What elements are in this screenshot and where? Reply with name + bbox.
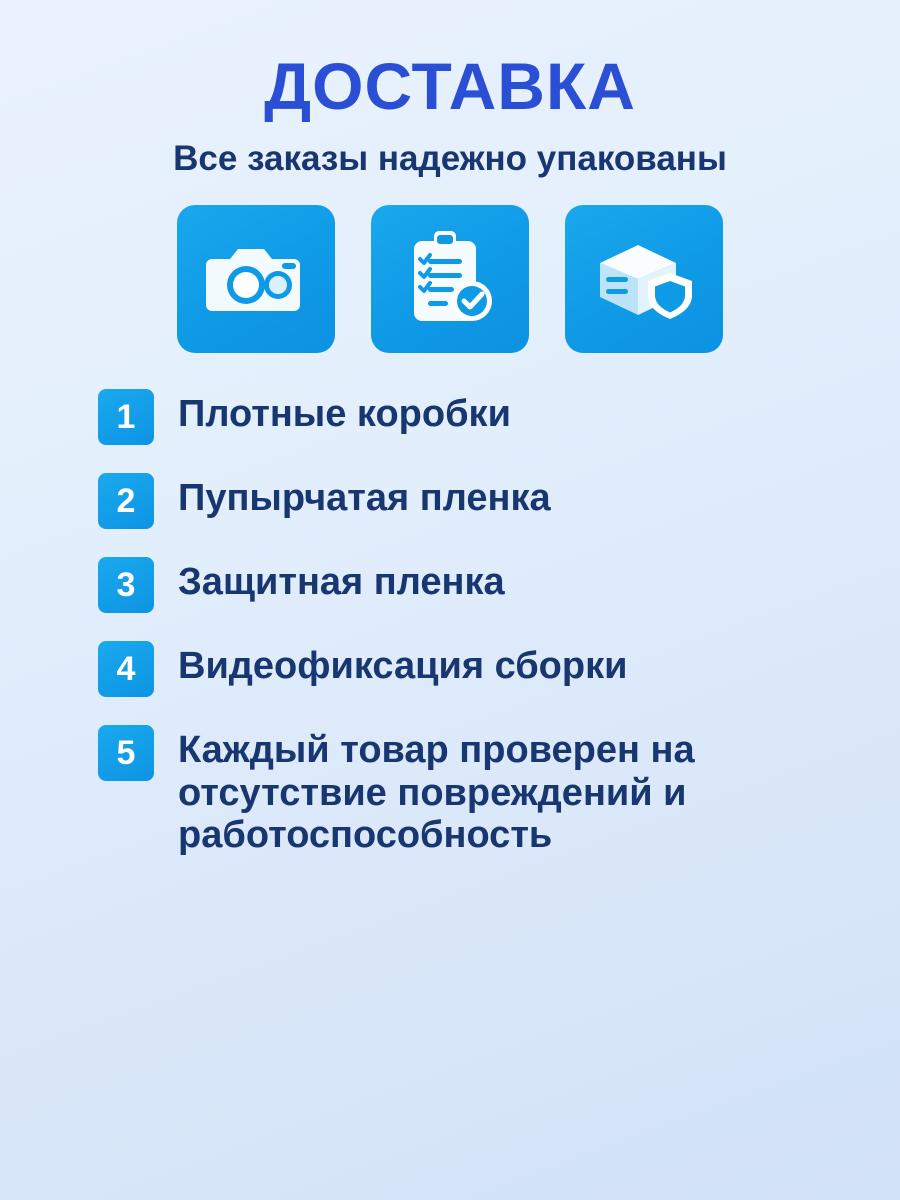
camera-icon-tile: [177, 205, 335, 353]
list-item-number: 2: [98, 473, 154, 529]
list-item: [98, 641, 860, 697]
box-shield-icon: [592, 233, 696, 325]
list-item-label: Защитная пленка: [178, 561, 505, 604]
clipboard-icon-tile: [371, 205, 529, 353]
icon-row: [40, 205, 860, 353]
list-item-number: 1: [98, 389, 154, 445]
list-item-label: Каждый товар проверен на отсутствие повреждений и работоспособность: [178, 729, 695, 857]
list-item-label: Видеофиксация сборки: [178, 645, 628, 688]
camera-icon: [204, 237, 308, 321]
features-list: [40, 389, 860, 857]
list-item: [98, 473, 860, 529]
list-item-label: Пупырчатая пленка: [178, 477, 551, 520]
list-item: [98, 389, 860, 445]
list-item-label: Плотные коробки: [178, 393, 511, 436]
list-item-number: 5: [98, 725, 154, 781]
clipboard-check-icon: [404, 229, 496, 329]
list-item: [98, 725, 860, 857]
list-item: [98, 557, 860, 613]
box-icon-tile: [565, 205, 723, 353]
list-item-number: 4: [98, 641, 154, 697]
page-title: ДОСТАВКА: [264, 49, 636, 123]
list-item-number: 3: [98, 557, 154, 613]
page-subtitle: Все заказы надежно упакованы: [173, 139, 727, 179]
